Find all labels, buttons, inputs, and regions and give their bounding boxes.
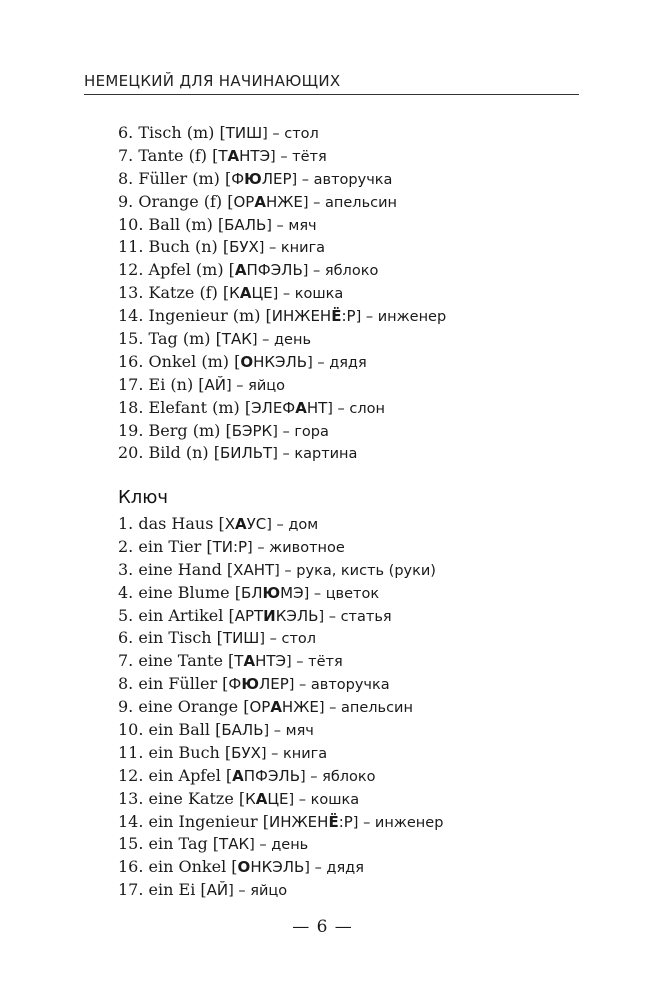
transcription — [232, 767, 300, 785]
stressed-letter: Ё — [331, 307, 342, 326]
transcription-part: УС — [246, 515, 267, 533]
transcription — [245, 790, 288, 808]
transcription — [231, 744, 261, 762]
word-german: 11. ein Buch [ — [118, 742, 232, 762]
translation: ] – цветок — [303, 585, 380, 602]
transcription-part: Т — [218, 146, 228, 165]
transcription-part: :Р — [341, 307, 356, 326]
translation: ] – дядя — [304, 860, 364, 877]
word-german: 9. Orange (f) [ — [118, 191, 234, 211]
word-german: 13. Katze (f) [ — [118, 283, 230, 303]
word-german: 11. Buch (n) [ — [118, 237, 230, 257]
translation: ] – апельсин — [318, 700, 413, 717]
transcription-part: БУХ — [231, 743, 261, 762]
word-german: 10. Ball (m) [ — [118, 214, 225, 234]
word-german: 16. ein Onkel [ — [118, 857, 238, 877]
list-item — [118, 328, 446, 351]
translation: ] – рука, кисть (руки) — [274, 562, 436, 579]
list-item — [118, 351, 446, 374]
list-item — [118, 650, 443, 673]
list-item — [118, 879, 443, 902]
transcription — [224, 216, 266, 234]
stressed-letter: А — [255, 789, 268, 808]
transcription-part: ТИШ — [225, 124, 263, 142]
word-german: 3. eine Hand [ — [118, 559, 234, 579]
vocab-list — [118, 122, 446, 465]
stressed-letter: А — [227, 146, 240, 165]
transcription — [218, 147, 270, 165]
translation: ] – мяч — [266, 217, 317, 234]
translation: ] – статья — [318, 608, 392, 625]
transcription — [231, 170, 291, 188]
word-german: 12. Apfel (m) [ — [118, 260, 235, 280]
translation: ] – день — [251, 332, 311, 349]
transcription-part: ТИШ — [222, 629, 260, 648]
translation: ] – стол — [259, 631, 317, 648]
stressed-letter: А — [239, 284, 252, 303]
stressed-letter: А — [234, 261, 247, 280]
transcription — [205, 376, 226, 394]
transcription — [240, 353, 307, 371]
translation: ] – книга — [260, 745, 328, 762]
key-heading: Ключ — [118, 487, 169, 508]
word-german: 17. ein Ei [ — [118, 880, 207, 900]
transcription-part: ПФЭЛЬ — [246, 261, 303, 280]
word-german: 15. ein Tag [ — [118, 834, 220, 854]
transcription-part: НТЭ — [239, 146, 271, 165]
translation: ] – тётя — [270, 148, 327, 165]
transcription-part: Ф — [231, 169, 245, 188]
word-german: 17. Ei (n) [ — [118, 374, 205, 394]
transcription-part: К — [229, 284, 240, 303]
stressed-letter: А — [295, 398, 307, 417]
translation: ] – день — [249, 837, 309, 854]
list-item — [118, 513, 443, 536]
list-item — [118, 559, 443, 582]
transcription-part: АЙ — [206, 881, 229, 900]
transcription-part: :Р — [338, 812, 353, 831]
transcription-part: ИНЖЕН — [269, 812, 329, 831]
word-german: 8. Füller (m) [ — [118, 168, 232, 188]
list-item — [118, 765, 443, 788]
word-german: 5. ein Artikel [ — [118, 605, 235, 625]
word-german: 19. Berg (m) [ — [118, 420, 232, 440]
transcription — [232, 422, 272, 440]
transcription — [221, 721, 263, 739]
translation: ] – тётя — [286, 654, 343, 671]
stressed-letter: А — [254, 192, 266, 211]
list-item — [118, 605, 443, 628]
stressed-letter: И — [263, 606, 276, 625]
transcription — [269, 813, 353, 831]
word-german: 6. Tisch (m) [ — [118, 123, 226, 142]
transcription-part: К — [245, 789, 256, 808]
translation: ] – книга — [258, 240, 326, 257]
transcription-part: ЛЕР — [258, 675, 289, 694]
stressed-letter: О — [240, 352, 254, 371]
list-item — [118, 282, 446, 305]
transcription — [272, 307, 356, 325]
transcription-part: НКЭЛЬ — [250, 858, 305, 877]
transcription-part: ХАНТ — [233, 560, 275, 579]
list-item — [118, 582, 443, 605]
transcription — [249, 698, 318, 716]
transcription — [213, 538, 247, 556]
transcription-part: ЦЕ — [251, 284, 273, 303]
translation: ] – авторучка — [288, 677, 390, 694]
list-item — [118, 214, 446, 237]
transcription-part: ТАК — [221, 330, 252, 349]
translation: ] – слон — [327, 400, 385, 417]
word-german: 15. Tag (m) [ — [118, 329, 222, 349]
transcription-part: НКЭЛЬ — [253, 352, 308, 371]
list-item — [118, 673, 443, 696]
transcription-part: ОР — [249, 698, 271, 717]
list-item — [118, 191, 446, 214]
word-german: 7. Tante (f) [ — [118, 145, 219, 165]
list-item — [118, 833, 443, 856]
stressed-letter: О — [237, 858, 251, 877]
translation: ] – яйцо — [226, 377, 286, 394]
word-german: 4. eine Blume [ — [118, 582, 241, 602]
list-item — [118, 236, 446, 259]
word-german: 12. ein Apfel [ — [118, 765, 233, 785]
list-item — [118, 168, 446, 191]
transcription — [207, 881, 228, 899]
transcription-part: Х — [224, 515, 236, 533]
translation: ] – картина — [272, 446, 358, 463]
word-german: 8. ein Füller [ — [118, 674, 229, 694]
list-item — [118, 122, 446, 145]
word-german: 7. eine Tante [ — [118, 651, 235, 671]
transcription — [222, 330, 252, 348]
list-item — [118, 742, 443, 765]
page-number: — 6 — — [292, 917, 353, 937]
list-item — [118, 788, 443, 811]
transcription — [226, 124, 262, 142]
word-german: 6. ein Tisch [ — [118, 628, 223, 648]
transcription — [234, 193, 303, 211]
translation: ] – животное — [247, 539, 345, 556]
header-rule — [84, 94, 579, 95]
translation: ] – дом — [266, 517, 319, 533]
transcription-part: ПФЭЛЬ — [243, 766, 300, 785]
word-german: 9. eine Orange [ — [118, 697, 250, 717]
transcription — [219, 835, 249, 853]
stressed-letter: Ю — [262, 583, 281, 602]
stressed-letter: А — [243, 652, 256, 671]
transcription — [234, 652, 286, 670]
translation: ] – инженер — [352, 814, 444, 831]
list-item — [118, 696, 443, 719]
transcription-part: БЭРК — [231, 421, 273, 440]
translation: ] – мяч — [263, 723, 314, 740]
transcription — [229, 238, 259, 256]
word-german: 14. Ingenieur (m) [ — [118, 306, 272, 326]
list-item — [118, 145, 446, 168]
word-german: 1. das Haus [ — [118, 514, 225, 533]
transcription-part: АЙ — [204, 375, 227, 394]
transcription-part: КЭЛЬ — [275, 606, 319, 625]
transcription — [223, 629, 259, 647]
transcription — [225, 515, 267, 533]
transcription-part: МЭ — [280, 583, 304, 602]
transcription-part: НЖЕ — [281, 698, 319, 717]
transcription-part: АРТ — [234, 606, 264, 625]
transcription-part: ИНЖЕН — [271, 307, 332, 326]
transcription-part: ТИ:Р — [212, 537, 248, 556]
answer-key-list — [118, 513, 443, 902]
list-item — [118, 442, 446, 465]
transcription — [229, 284, 272, 302]
transcription-part: НЖЕ — [265, 192, 303, 211]
stressed-letter: А — [232, 766, 244, 785]
transcription — [233, 561, 274, 579]
translation: ] – дядя — [307, 354, 367, 371]
list-item — [118, 259, 446, 282]
translation: ] – яйцо — [228, 883, 288, 900]
word-german: 16. Onkel (m) [ — [118, 351, 241, 371]
translation: ] – кошка — [272, 286, 344, 303]
list-item — [118, 627, 443, 650]
transcription-part: Т — [234, 652, 244, 671]
transcription-part: ЦЕ — [267, 789, 289, 808]
translation: ] – авторучка — [291, 171, 393, 188]
translation: ] – яблоко — [302, 263, 379, 280]
transcription — [241, 584, 304, 602]
list-item — [118, 397, 446, 420]
transcription — [251, 399, 327, 417]
list-item — [118, 374, 446, 397]
translation: ] – инженер — [355, 309, 447, 326]
word-german: 20. Bild (n) [ — [118, 443, 220, 463]
list-item — [118, 420, 446, 443]
transcription-part: БИЛЬТ — [219, 444, 273, 463]
transcription-part: БАЛЬ — [221, 721, 264, 740]
transcription — [235, 607, 319, 625]
running-header: НЕМЕЦКИЙ ДЛЯ НАЧИНАЮЩИХ — [84, 72, 341, 90]
transcription — [238, 858, 305, 876]
translation: ] – гора — [272, 423, 329, 440]
word-german: 2. ein Tier [ — [118, 536, 213, 556]
transcription-part: ОР — [233, 192, 255, 211]
list-item — [118, 811, 443, 834]
transcription — [220, 444, 272, 462]
transcription-part: ЛЕР — [261, 169, 292, 188]
list-item — [118, 719, 443, 742]
transcription-part: Ф — [228, 675, 242, 694]
stressed-letter: Ю — [244, 169, 262, 188]
list-item — [118, 305, 446, 328]
word-german: 10. ein Ball [ — [118, 720, 222, 740]
transcription-part: ЭЛЕФ — [251, 398, 296, 417]
translation: ] – кошка — [288, 791, 360, 808]
stressed-letter: Ё — [328, 812, 339, 831]
list-item — [118, 856, 443, 879]
word-german: 13. eine Katze [ — [118, 788, 246, 808]
transcription-part: НТ — [306, 398, 328, 417]
transcription-part: ТАК — [219, 835, 250, 854]
transcription-part: БЛ — [240, 583, 263, 602]
transcription-part: БУХ — [229, 238, 259, 257]
translation: ] – стол — [262, 126, 319, 142]
transcription-part: НТЭ — [255, 652, 286, 671]
list-item — [118, 536, 443, 559]
stressed-letter: А — [270, 698, 282, 717]
translation: ] – яблоко — [300, 768, 376, 785]
word-german: 18. Elefant (m) [ — [118, 397, 252, 417]
stressed-letter: А — [235, 515, 247, 533]
stressed-letter: Ю — [241, 675, 259, 694]
transcription — [228, 675, 288, 693]
transcription — [235, 261, 303, 279]
transcription-part: БАЛЬ — [224, 215, 267, 234]
word-german: 14. ein Ingenieur [ — [118, 811, 270, 831]
translation: ] – апельсин — [302, 194, 397, 211]
